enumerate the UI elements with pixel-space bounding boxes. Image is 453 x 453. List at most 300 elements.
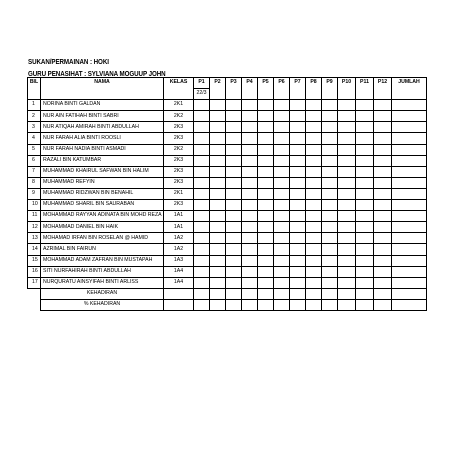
attendance-cell[interactable] bbox=[356, 200, 374, 211]
attendance-cell[interactable] bbox=[258, 133, 274, 144]
attendance-cell[interactable] bbox=[356, 188, 374, 199]
attendance-cell[interactable] bbox=[290, 155, 306, 166]
student-class: 2K1 bbox=[164, 100, 194, 111]
attendance-cell[interactable] bbox=[210, 100, 226, 111]
row-number: 6 bbox=[28, 155, 41, 166]
attendance-cell[interactable] bbox=[322, 111, 338, 122]
attendance-cell[interactable] bbox=[338, 255, 356, 266]
attendance-cell[interactable] bbox=[290, 211, 306, 222]
attendance-cell[interactable] bbox=[258, 222, 274, 233]
attendance-cell[interactable] bbox=[242, 177, 258, 188]
attendance-cell[interactable] bbox=[274, 122, 290, 133]
attendance-cell[interactable] bbox=[258, 100, 274, 111]
attendance-cell[interactable] bbox=[306, 100, 322, 111]
table-row bbox=[28, 266, 427, 277]
attendance-cell[interactable] bbox=[226, 133, 242, 144]
attendance-cell[interactable] bbox=[274, 100, 290, 111]
table-row bbox=[28, 155, 427, 166]
attendance-cell[interactable] bbox=[374, 177, 392, 188]
attendance-cell[interactable] bbox=[226, 266, 242, 277]
student-name: AZRIMAL BIN FAIRUN bbox=[41, 244, 164, 255]
attendance-cell[interactable] bbox=[338, 133, 356, 144]
attendance-cell[interactable] bbox=[306, 166, 322, 177]
attendance-cell[interactable] bbox=[306, 177, 322, 188]
attendance-cell[interactable] bbox=[306, 133, 322, 144]
attendance-cell[interactable] bbox=[226, 144, 242, 155]
attendance-cell[interactable] bbox=[194, 122, 210, 133]
session-header: P4 bbox=[242, 78, 258, 100]
table-row bbox=[28, 166, 427, 177]
attendance-cell[interactable] bbox=[290, 233, 306, 244]
kelas-header: KELAS bbox=[164, 78, 194, 100]
row-number: 12 bbox=[28, 222, 41, 233]
attendance-cell[interactable] bbox=[338, 122, 356, 133]
total-cell[interactable] bbox=[392, 244, 427, 255]
row-number: 9 bbox=[28, 188, 41, 199]
attendance-cell[interactable] bbox=[374, 100, 392, 111]
attendance-cell[interactable] bbox=[226, 211, 242, 222]
attendance-cell[interactable] bbox=[356, 100, 374, 111]
attendance-cell[interactable] bbox=[258, 144, 274, 155]
attendance-cell[interactable] bbox=[258, 122, 274, 133]
attendance-cell[interactable] bbox=[374, 155, 392, 166]
attendance-cell[interactable] bbox=[374, 188, 392, 199]
attendance-cell[interactable] bbox=[290, 133, 306, 144]
attendance-cell[interactable] bbox=[258, 155, 274, 166]
total-cell[interactable] bbox=[392, 177, 427, 188]
attendance-cell[interactable] bbox=[242, 166, 258, 177]
attendance-cell[interactable] bbox=[274, 211, 290, 222]
attendance-cell[interactable] bbox=[194, 111, 210, 122]
student-class: 1A4 bbox=[164, 266, 194, 277]
attendance-cell[interactable] bbox=[306, 277, 322, 288]
student-name: MOHAMMAD DANIEL BIN HAIK bbox=[41, 222, 164, 233]
attendance-cell[interactable] bbox=[306, 155, 322, 166]
session-header: P5 bbox=[258, 78, 274, 100]
attendance-cell[interactable] bbox=[210, 233, 226, 244]
table-row bbox=[28, 255, 427, 266]
total-cell[interactable] bbox=[392, 122, 427, 133]
attendance-cell[interactable] bbox=[338, 177, 356, 188]
table-row bbox=[28, 211, 427, 222]
total-cell[interactable] bbox=[392, 144, 427, 155]
session-header: P6 bbox=[274, 78, 290, 100]
attendance-cell[interactable] bbox=[274, 277, 290, 288]
attendance-cell[interactable] bbox=[226, 222, 242, 233]
attendance-cell[interactable] bbox=[338, 244, 356, 255]
attendance-cell[interactable] bbox=[226, 166, 242, 177]
row-number: 2 bbox=[28, 111, 41, 122]
attendance-cell[interactable] bbox=[338, 277, 356, 288]
attendance-cell[interactable] bbox=[290, 188, 306, 199]
attendance-cell[interactable] bbox=[242, 244, 258, 255]
attendance-cell[interactable] bbox=[194, 155, 210, 166]
attendance-cell[interactable] bbox=[194, 188, 210, 199]
attendance-cell[interactable] bbox=[210, 177, 226, 188]
attendance-cell[interactable] bbox=[210, 200, 226, 211]
attendance-cell[interactable] bbox=[258, 244, 274, 255]
attendance-cell[interactable] bbox=[194, 144, 210, 155]
attendance-cell[interactable] bbox=[322, 177, 338, 188]
attendance-cell[interactable] bbox=[194, 177, 210, 188]
attendance-cell[interactable] bbox=[210, 277, 226, 288]
attendance-cell[interactable] bbox=[226, 100, 242, 111]
attendance-cell[interactable] bbox=[338, 211, 356, 222]
attendance-cell[interactable] bbox=[210, 244, 226, 255]
attendance-cell[interactable] bbox=[290, 166, 306, 177]
attendance-cell[interactable] bbox=[338, 200, 356, 211]
attendance-cell[interactable] bbox=[242, 222, 258, 233]
attendance-cell[interactable] bbox=[290, 122, 306, 133]
attendance-cell[interactable] bbox=[258, 266, 274, 277]
attendance-cell[interactable] bbox=[322, 133, 338, 144]
row-number: 17 bbox=[28, 277, 41, 288]
attendance-cell[interactable] bbox=[274, 144, 290, 155]
attendance-cell[interactable] bbox=[210, 133, 226, 144]
student-class: 2K1 bbox=[164, 188, 194, 199]
attendance-cell[interactable] bbox=[374, 244, 392, 255]
attendance-cell[interactable] bbox=[290, 277, 306, 288]
attendance-table bbox=[27, 77, 427, 311]
attendance-cell[interactable] bbox=[258, 200, 274, 211]
attendance-cell[interactable] bbox=[322, 211, 338, 222]
attendance-cell[interactable] bbox=[274, 244, 290, 255]
student-class: 2K3 bbox=[164, 122, 194, 133]
row-number: 5 bbox=[28, 144, 41, 155]
attendance-cell[interactable] bbox=[322, 277, 338, 288]
attendance-cell[interactable] bbox=[274, 200, 290, 211]
attendance-cell[interactable] bbox=[322, 222, 338, 233]
sport-heading: SUKAN/PERMAINAN : HOKI bbox=[28, 57, 109, 66]
attendance-cell[interactable] bbox=[242, 100, 258, 111]
attendance-cell[interactable] bbox=[290, 177, 306, 188]
row-number: 10 bbox=[28, 200, 41, 211]
attendance-cell[interactable] bbox=[322, 266, 338, 277]
attendance-row bbox=[28, 288, 427, 299]
attendance-cell[interactable] bbox=[274, 233, 290, 244]
attendance-cell[interactable] bbox=[274, 111, 290, 122]
attendance-cell[interactable] bbox=[258, 166, 274, 177]
attendance-cell[interactable] bbox=[242, 266, 258, 277]
attendance-cell[interactable] bbox=[306, 111, 322, 122]
attendance-cell[interactable] bbox=[356, 122, 374, 133]
attendance-cell[interactable] bbox=[374, 277, 392, 288]
total-cell[interactable] bbox=[392, 233, 427, 244]
header-row bbox=[28, 78, 427, 89]
attendance-cell[interactable] bbox=[226, 111, 242, 122]
total-cell[interactable] bbox=[392, 222, 427, 233]
attendance-cell[interactable] bbox=[306, 222, 322, 233]
attendance-cell[interactable] bbox=[290, 144, 306, 155]
attendance-cell[interactable] bbox=[374, 222, 392, 233]
attendance-cell[interactable] bbox=[356, 233, 374, 244]
attendance-cell[interactable] bbox=[306, 144, 322, 155]
session-header: P2 bbox=[210, 78, 226, 100]
attendance-cell[interactable] bbox=[356, 222, 374, 233]
student-name: RAZALI BIN KATUMBAR bbox=[41, 155, 164, 166]
attendance-cell[interactable] bbox=[290, 266, 306, 277]
student-name: NUR ATIQAH AMIRAH BINTI ABDULLAH bbox=[41, 122, 164, 133]
attendance-cell[interactable] bbox=[338, 222, 356, 233]
total-cell[interactable] bbox=[392, 111, 427, 122]
attendance-cell[interactable] bbox=[306, 211, 322, 222]
student-name: MOHAMAD IRFAN BIN ROSELAN @ HAMID bbox=[41, 233, 164, 244]
student-class: 2K2 bbox=[164, 144, 194, 155]
attendance-cell[interactable] bbox=[322, 166, 338, 177]
student-class: 2K3 bbox=[164, 166, 194, 177]
attendance-cell[interactable] bbox=[356, 244, 374, 255]
attendance-cell[interactable] bbox=[194, 255, 210, 266]
attendance-cell[interactable] bbox=[274, 166, 290, 177]
student-class: 2K3 bbox=[164, 200, 194, 211]
attendance-cell[interactable] bbox=[226, 177, 242, 188]
attendance-cell[interactable] bbox=[194, 100, 210, 111]
attendance-cell[interactable] bbox=[338, 166, 356, 177]
attendance-cell[interactable] bbox=[210, 166, 226, 177]
attendance-cell[interactable] bbox=[194, 244, 210, 255]
attendance-cell[interactable] bbox=[338, 233, 356, 244]
attendance-cell[interactable] bbox=[242, 255, 258, 266]
attendance-cell[interactable] bbox=[210, 222, 226, 233]
total-cell[interactable] bbox=[392, 266, 427, 277]
table-row bbox=[28, 144, 427, 155]
attendance-cell[interactable] bbox=[322, 155, 338, 166]
attendance-cell[interactable] bbox=[226, 233, 242, 244]
attendance-cell[interactable] bbox=[210, 122, 226, 133]
student-class: 1A2 bbox=[164, 244, 194, 255]
attendance-cell[interactable] bbox=[322, 244, 338, 255]
attendance-cell[interactable] bbox=[258, 177, 274, 188]
attendance-cell[interactable] bbox=[356, 266, 374, 277]
attendance-cell[interactable] bbox=[338, 100, 356, 111]
attendance-cell[interactable] bbox=[274, 177, 290, 188]
attendance-cell[interactable] bbox=[242, 277, 258, 288]
row-number: 14 bbox=[28, 244, 41, 255]
attendance-cell[interactable] bbox=[258, 188, 274, 199]
attendance-cell[interactable] bbox=[322, 255, 338, 266]
attendance-cell[interactable] bbox=[226, 122, 242, 133]
attendance-cell[interactable] bbox=[374, 166, 392, 177]
attendance-cell[interactable] bbox=[374, 111, 392, 122]
attendance-cell[interactable] bbox=[258, 255, 274, 266]
student-name: MOHAMMAD RAYYAN ADINATA BIN MOHD REZA bbox=[41, 211, 164, 222]
attendance-cell[interactable] bbox=[290, 100, 306, 111]
attendance-cell[interactable] bbox=[242, 133, 258, 144]
student-class: 1A1 bbox=[164, 222, 194, 233]
table-row bbox=[28, 100, 427, 111]
attendance-cell[interactable] bbox=[374, 144, 392, 155]
attendance-cell[interactable] bbox=[210, 266, 226, 277]
attendance-cell[interactable] bbox=[194, 211, 210, 222]
attendance-cell[interactable] bbox=[290, 255, 306, 266]
attendance-cell[interactable] bbox=[210, 211, 226, 222]
attendance-cell[interactable] bbox=[338, 111, 356, 122]
attendance-cell[interactable] bbox=[258, 111, 274, 122]
student-class: 2K3 bbox=[164, 177, 194, 188]
attendance-cell[interactable] bbox=[290, 200, 306, 211]
attendance-cell[interactable] bbox=[306, 188, 322, 199]
total-cell[interactable] bbox=[392, 255, 427, 266]
attendance-cell[interactable] bbox=[226, 200, 242, 211]
attendance-cell[interactable] bbox=[226, 277, 242, 288]
attendance-cell[interactable] bbox=[322, 200, 338, 211]
student-name: NUR AIN FATIHAH BINTI SABRI bbox=[41, 111, 164, 122]
total-cell[interactable] bbox=[392, 166, 427, 177]
attendance-cell[interactable] bbox=[210, 111, 226, 122]
row-number: 15 bbox=[28, 255, 41, 266]
table-row bbox=[28, 200, 427, 211]
attendance-cell[interactable] bbox=[242, 111, 258, 122]
attendance-cell[interactable] bbox=[338, 266, 356, 277]
attendance-pct-label: % KEHADIRAN bbox=[41, 299, 164, 310]
student-name: NUR FARAH ALIA BINTI ROOSLI bbox=[41, 133, 164, 144]
attendance-cell[interactable] bbox=[374, 211, 392, 222]
attendance-cell[interactable] bbox=[338, 188, 356, 199]
attendance-cell[interactable] bbox=[226, 255, 242, 266]
attendance-cell[interactable] bbox=[374, 122, 392, 133]
attendance-cell[interactable] bbox=[374, 266, 392, 277]
student-name: MOHAMMAD ADAM ZAFRAN BIN MUSTAPAH bbox=[41, 255, 164, 266]
attendance-cell[interactable] bbox=[242, 200, 258, 211]
table-row bbox=[28, 111, 427, 122]
attendance-cell[interactable] bbox=[290, 222, 306, 233]
table-row bbox=[28, 277, 427, 288]
row-number: 8 bbox=[28, 177, 41, 188]
row-number: 16 bbox=[28, 266, 41, 277]
attendance-cell[interactable] bbox=[290, 244, 306, 255]
total-cell[interactable] bbox=[392, 211, 427, 222]
row-number: 1 bbox=[28, 100, 41, 111]
attendance-cell[interactable] bbox=[306, 233, 322, 244]
attendance-cell[interactable] bbox=[322, 100, 338, 111]
attendance-cell[interactable] bbox=[194, 277, 210, 288]
row-number: 4 bbox=[28, 133, 41, 144]
attendance-cell[interactable] bbox=[356, 155, 374, 166]
attendance-cell[interactable] bbox=[274, 266, 290, 277]
attendance-cell[interactable] bbox=[322, 188, 338, 199]
table-row bbox=[28, 222, 427, 233]
attendance-cell[interactable] bbox=[374, 255, 392, 266]
student-name: NORINA BINTI GALDAN bbox=[41, 100, 164, 111]
attendance-cell[interactable] bbox=[338, 155, 356, 166]
total-cell[interactable] bbox=[392, 100, 427, 111]
bil-header: BIL bbox=[28, 78, 41, 100]
total-cell[interactable] bbox=[392, 188, 427, 199]
attendance-cell[interactable] bbox=[164, 288, 194, 299]
attendance-cell[interactable] bbox=[242, 211, 258, 222]
attendance-cell[interactable] bbox=[356, 255, 374, 266]
attendance-cell[interactable] bbox=[226, 244, 242, 255]
attendance-cell[interactable] bbox=[356, 211, 374, 222]
advisor-heading: GURU PENASIHAT : SYLVIANA MOGUUP JOHN bbox=[28, 68, 166, 78]
attendance-cell[interactable] bbox=[194, 166, 210, 177]
attendance-cell[interactable] bbox=[194, 222, 210, 233]
attendance-cell[interactable] bbox=[274, 133, 290, 144]
attendance-cell[interactable] bbox=[258, 277, 274, 288]
session-header: P7 bbox=[290, 78, 306, 100]
attendance-cell[interactable] bbox=[274, 255, 290, 266]
attendance-cell[interactable] bbox=[258, 233, 274, 244]
attendance-cell[interactable] bbox=[274, 188, 290, 199]
attendance-cell[interactable] bbox=[226, 155, 242, 166]
attendance-cell[interactable] bbox=[242, 122, 258, 133]
attendance-cell[interactable] bbox=[242, 233, 258, 244]
attendance-cell[interactable] bbox=[306, 200, 322, 211]
attendance-cell[interactable] bbox=[374, 200, 392, 211]
student-name: MUHAMMAD SHARIL BIN SAURABAN bbox=[41, 200, 164, 211]
table-row bbox=[28, 122, 427, 133]
attendance-cell[interactable] bbox=[356, 177, 374, 188]
attendance-cell[interactable] bbox=[210, 144, 226, 155]
attendance-cell[interactable] bbox=[242, 155, 258, 166]
attendance-pct-cell[interactable] bbox=[164, 299, 194, 310]
table-row bbox=[28, 133, 427, 144]
total-cell[interactable] bbox=[392, 133, 427, 144]
total-cell[interactable] bbox=[392, 277, 427, 288]
attendance-cell[interactable] bbox=[356, 133, 374, 144]
attendance-pct-row bbox=[28, 299, 427, 310]
total-header: JUMLAH bbox=[392, 78, 427, 100]
attendance-cell[interactable] bbox=[242, 144, 258, 155]
attendance-cell[interactable] bbox=[290, 111, 306, 122]
total-cell[interactable] bbox=[392, 200, 427, 211]
attendance-cell[interactable] bbox=[194, 200, 210, 211]
p1-date-label: 22/3 bbox=[194, 89, 210, 100]
attendance-cell[interactable] bbox=[356, 111, 374, 122]
attendance-cell[interactable] bbox=[306, 122, 322, 133]
attendance-cell[interactable] bbox=[274, 222, 290, 233]
student-class: 2K3 bbox=[164, 155, 194, 166]
attendance-cell[interactable] bbox=[322, 233, 338, 244]
attendance-cell[interactable] bbox=[210, 188, 226, 199]
session-header: P10 bbox=[338, 78, 356, 100]
attendance-cell[interactable] bbox=[374, 233, 392, 244]
attendance-cell[interactable] bbox=[356, 144, 374, 155]
attendance-cell[interactable] bbox=[258, 211, 274, 222]
attendance-cell[interactable] bbox=[242, 188, 258, 199]
attendance-cell[interactable] bbox=[194, 133, 210, 144]
attendance-cell[interactable] bbox=[338, 144, 356, 155]
student-name: NURQURATU AINSYIFAH BINTI ARLISS bbox=[41, 277, 164, 288]
table-row bbox=[28, 188, 427, 199]
student-name: MUHAMMAD KHAIRUL SAFWAN BIN HALIM bbox=[41, 166, 164, 177]
attendance-cell[interactable] bbox=[322, 144, 338, 155]
table-row bbox=[28, 233, 427, 244]
attendance-cell[interactable] bbox=[210, 155, 226, 166]
table-row bbox=[28, 177, 427, 188]
attendance-cell[interactable] bbox=[306, 244, 322, 255]
session-header: P1 bbox=[194, 78, 210, 89]
student-class: 1A4 bbox=[164, 277, 194, 288]
attendance-cell[interactable] bbox=[194, 266, 210, 277]
attendance-cell[interactable] bbox=[322, 122, 338, 133]
attendance-cell[interactable] bbox=[274, 155, 290, 166]
attendance-cell[interactable] bbox=[306, 266, 322, 277]
student-class: 1A3 bbox=[164, 255, 194, 266]
attendance-cell[interactable] bbox=[210, 255, 226, 266]
attendance-cell[interactable] bbox=[226, 188, 242, 199]
session-header: P12 bbox=[374, 78, 392, 100]
total-cell[interactable] bbox=[392, 155, 427, 166]
attendance-cell[interactable] bbox=[194, 233, 210, 244]
attendance-cell[interactable] bbox=[306, 255, 322, 266]
attendance-cell[interactable] bbox=[356, 166, 374, 177]
attendance-label: KEHADIRAN bbox=[41, 288, 164, 299]
attendance-cell[interactable] bbox=[356, 277, 374, 288]
attendance-cell[interactable] bbox=[374, 133, 392, 144]
row-number: 13 bbox=[28, 233, 41, 244]
student-name: NUR FARAH NADIA BINTI ASMADI bbox=[41, 144, 164, 155]
